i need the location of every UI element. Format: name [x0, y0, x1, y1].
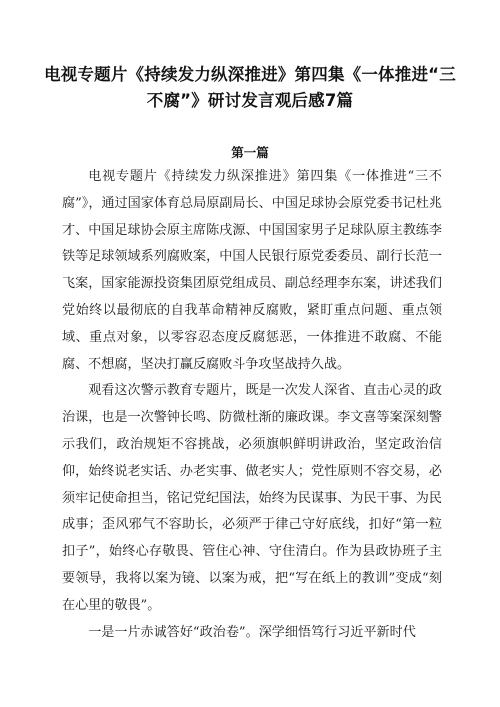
- body-paragraph-1: 电视专题片《持续发力纵深推进》第四集《一体推进“三不腐”》，通过国家体育总局原副局长、中国足球协会原党委书记杜兆才、中国足球协会原主席陈戌源、中国国家男子足球队原主教练李铁等足球领域系列腐败案，中国人民银行原党委委员、副行长范一飞案，国家能源投资集团原党组成员、副总经理李东案，讲述我们党始终以最彻底的自我革命精神反腐败，紧盯重点问题、重点领域、重点对象，以零容忍态度反腐惩恶，一体推进不敢腐、不能腐、不想腐，坚决打赢反腐败斗争攻坚战持久战。: [62, 169, 442, 372]
- body-paragraph-3: 一是一片赤诚答好“政治卷”。深学细悟笃行习近平新时代: [88, 624, 416, 640]
- body-paragraph-2: 观看这次警示教育专题片，既是一次发人深省、直击心灵的政治课，也是一次警钟长鸣、防微杜渐的廉政课。李文喜等案深刻警示我们，政治规矩不容挑战，必须旗帜鲜明讲政治，坚定政治信仰，始终说老实话、办老实事、做老实人；党性原则不容交易，必须牢记使命担当，铭记党纪国法，始终为民谋事、为民干事、为民成事；歪风邪气不容助长，必须严于律己守好底线，扣好“第一粒扣子”，始终心存敬畏、管住心神、守住清白。作为县政协班子主要领导，我将以案为镜、以案为戒，把“写在纸上的教训”变成“刻在心里的敬畏”。: [62, 383, 442, 613]
- document-body: [62, 164, 442, 646]
- document-title: 电视专题片《持续发力纵深推进》第四集《一体推进“三不腐”》研讨发言观后感7篇: [44, 65, 456, 110]
- section-heading: 第一篇: [231, 145, 269, 160]
